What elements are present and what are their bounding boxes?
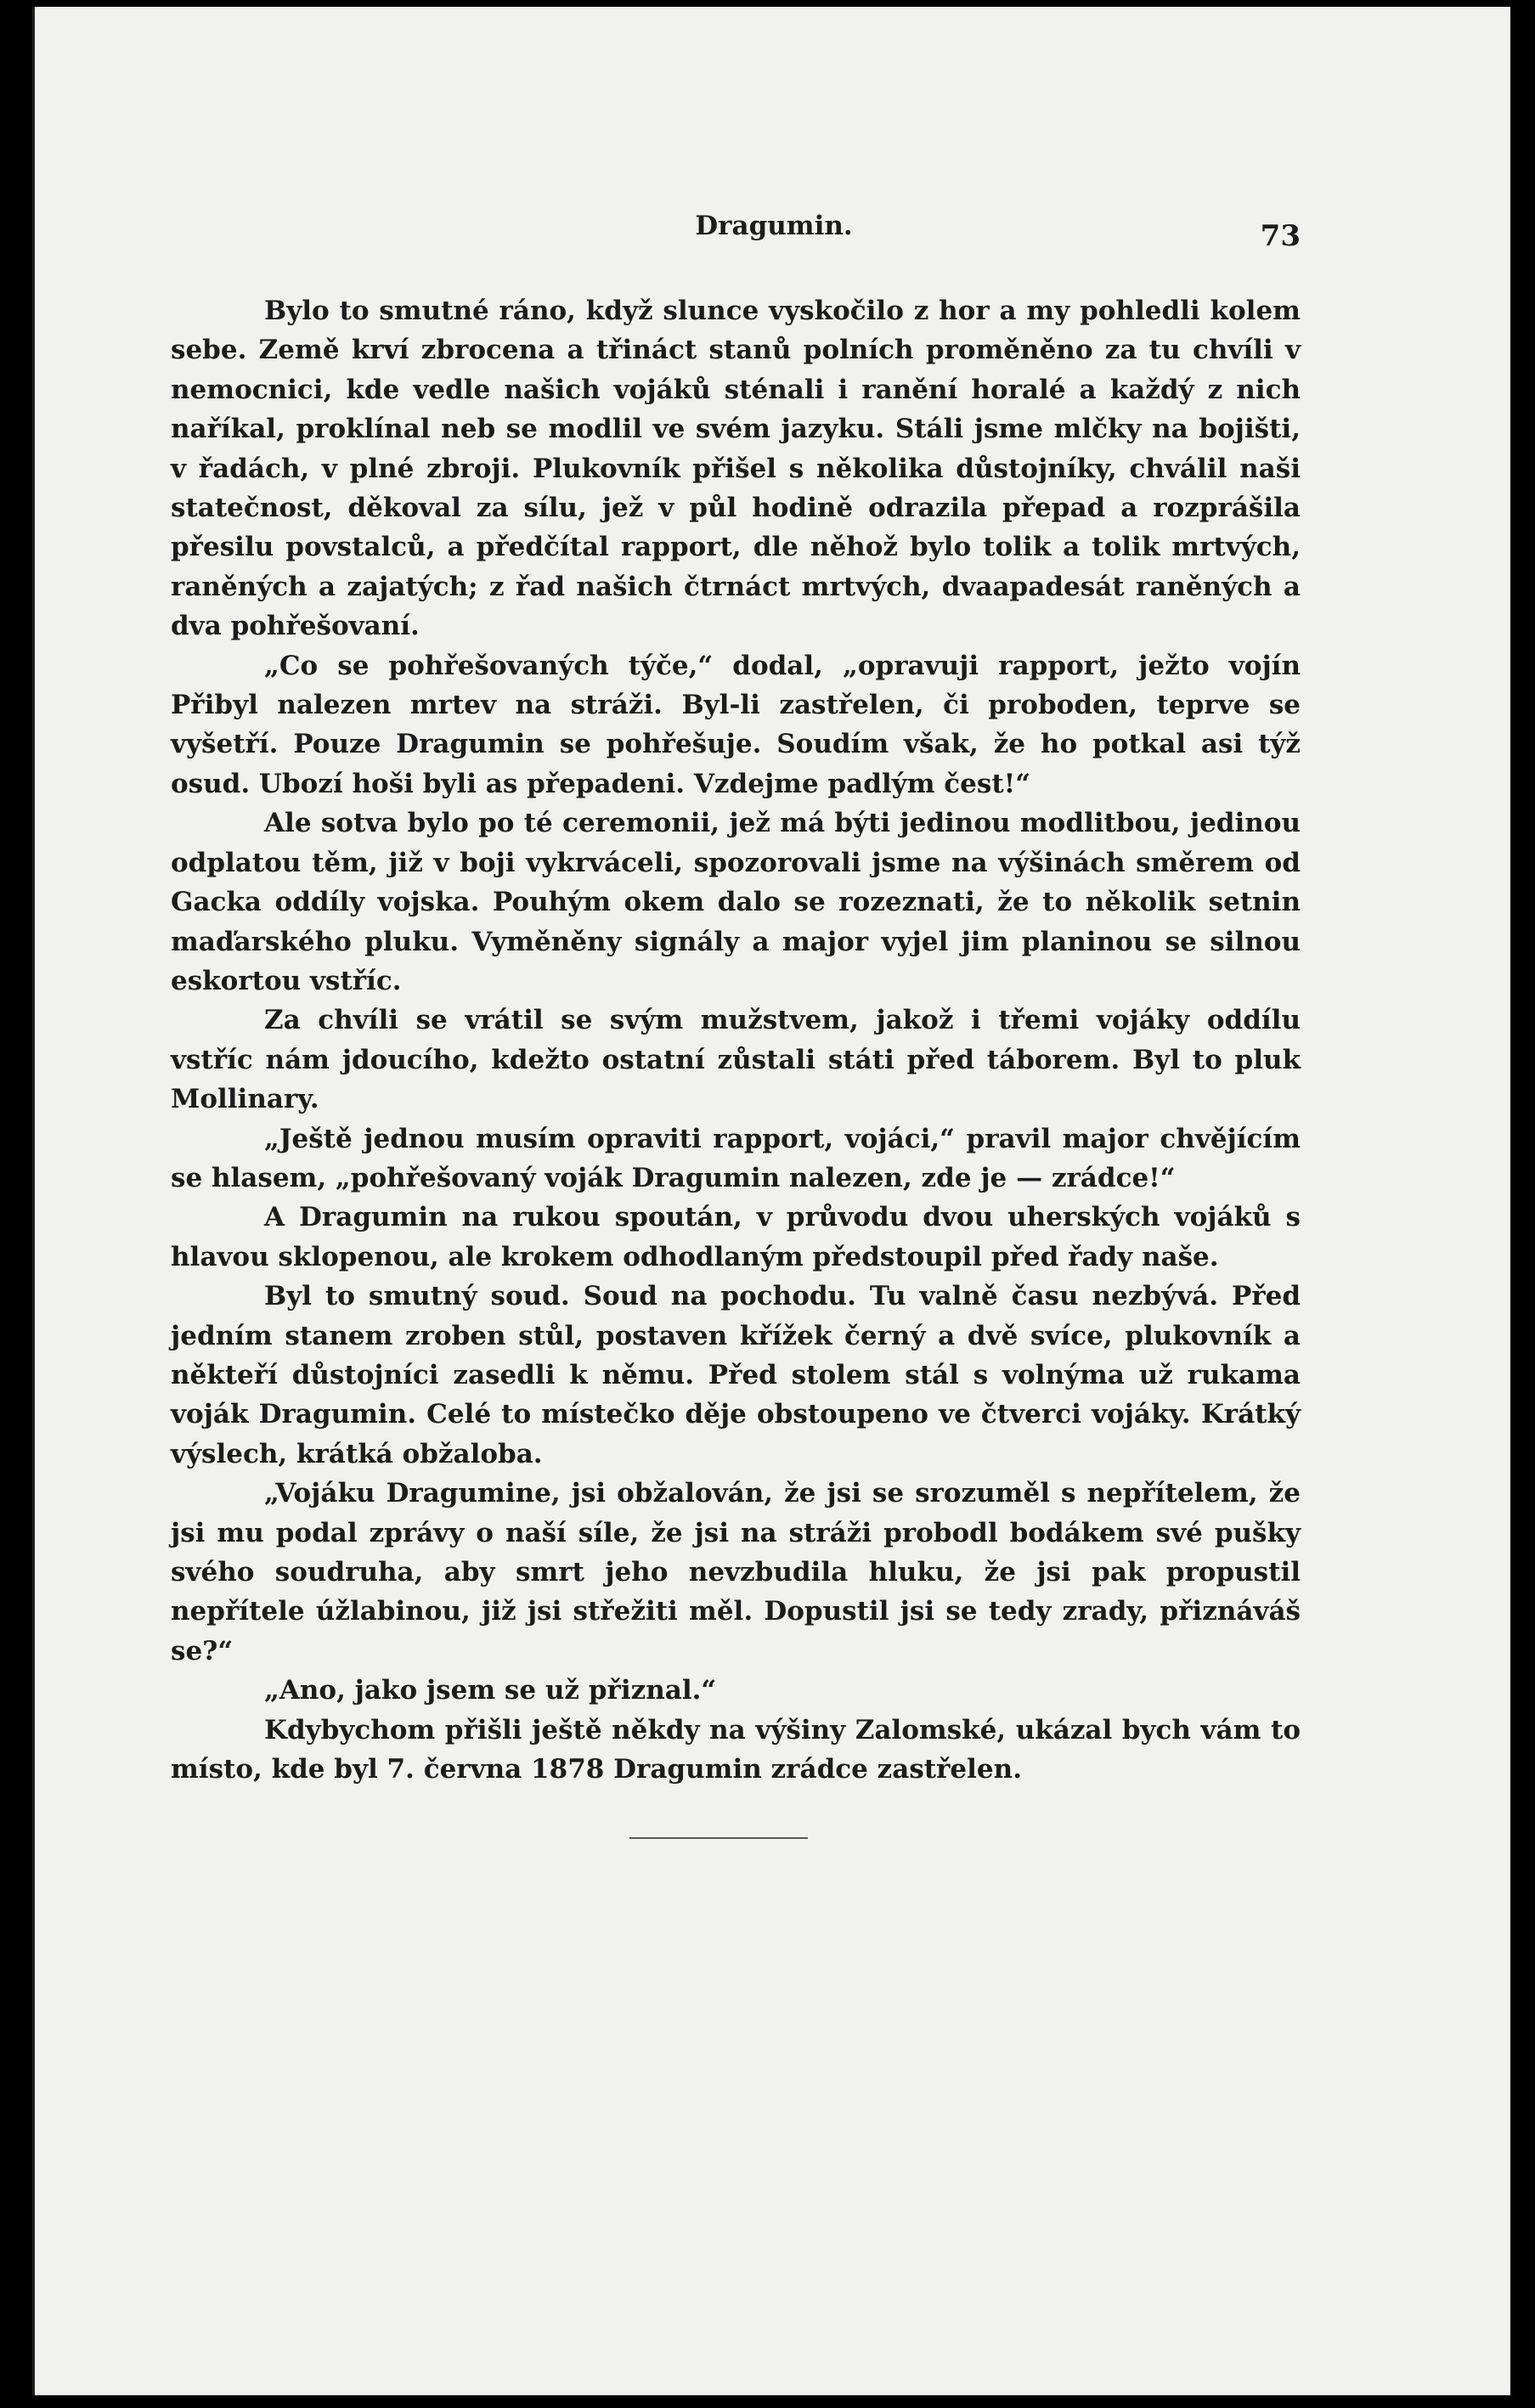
running-title: Dragumin. bbox=[695, 211, 853, 241]
body-text bbox=[171, 291, 1301, 1789]
paragraph: „Ano, jako jsem se už přiznal.“ bbox=[264, 1675, 717, 1706]
paragraph: „Co se pohřešovaných týče,“ dodal, „opravuji rapport, ježto vojín Přibyl nalezen mrtev na stráži. Byl-li zastřelen, či proboden, teprve se vyšetří. Pouze Dragumin se pohřešuje. Soudím však, že ho potkal asi týž osud. Ubozí hoši byli as přepadeni. Vzdejme padlým čest!“ bbox=[171, 650, 1301, 799]
end-rule bbox=[629, 1837, 808, 1839]
paragraph: Kdybychom přišli ještě někdy na výšiny Zalomské, ukázal bych vám to místo, kde byl 7. června 1878 Dragumin zrádce zastřelen. bbox=[171, 1714, 1301, 1785]
paragraph: „Vojáku Dragumine, jsi obžalován, že jsi se srozuměl s nepřítelem, že jsi mu podal zprávy o naší síle, že jsi na stráži probodl bodákem své pušky svého soudruha, aby smrt jeho nevzbudila hluku, že jsi pak propustil nepřítele úžlabinou, již jsi střežiti měl. Dopustil jsi se tedy zrady, přiznáváš se?“ bbox=[171, 1478, 1301, 1666]
paragraph: Za chvíli se vrátil se svým mužstvem, jakož i třemi vojáky oddílu vstříc nám jdoucího, kdežto ostatní zůstali státi před táborem. Byl to pluk Mollinary. bbox=[171, 1005, 1301, 1115]
page-header bbox=[247, 202, 1301, 253]
page-number: 73 bbox=[1260, 219, 1301, 253]
paragraph: Bylo to smutné ráno, když slunce vyskočilo z hor a my pohledli kolem sebe. Země krví zbrocena a třináct stanů polních proměněno za tu chvíli v nemocnici, kde vedle našich vojáků sténali i ranění horalé a každý z nich naříkal, proklínal neb se modlil ve svém jazyku. Stáli jsme mlčky na bojišti, v řadách, v plné zbroji. Plukovník přišel s několika důstojníky, chválil naši statečnost, děkoval za sílu, jež v půl hodině odrazila přepad a rozprášila přesilu povstalců, a předčítal rapport, dle něhož bylo tolik a tolik mrtvých, raněných a zajatých; z řad našich čtrnáct mrtvých, dvaapadesát raněných a dva pohřešovaní. bbox=[171, 296, 1301, 642]
book-page bbox=[32, 7, 1510, 2395]
paragraph: Byl to smutný soud. Soud na pochodu. Tu valně času nezbývá. Před jedním stanem zroben stůl, postaven křížek černý a dvě svíce, plukovník a někteří důstojníci zasedli k němu. Před stolem stál s volnýma už rukama voják Dragumin. Celé to místečko děje obstoupeno ve čtverci vojáky. Krátký výslech, krátká obžaloba. bbox=[171, 1281, 1301, 1469]
paragraph: A Dragumin na rukou spoután, v průvodu dvou uherských vojáků s hlavou sklopenou, ale krokem odhodlaným předstoupil před řady naše. bbox=[171, 1202, 1301, 1272]
paragraph: Ale sotva bylo po té ceremonii, jež má býti jedinou modlitbou, jedinou odplatou těm, již v boji vykrváceli, spozorovali jsme na výšinách směrem od Gacka oddíly vojska. Pouhým okem dalo se rozeznati, že to několik setnin maďarského pluku. Vyměněny signály a major vyjel jim planinou se silnou eskortou vstříc. bbox=[171, 808, 1301, 996]
paragraph: „Ještě jednou musím opraviti rapport, vojáci,“ pravil major chvějícím se hlasem, „pohřešovaný voják Dragumin nalezen, zde je — zrádce!“ bbox=[171, 1123, 1301, 1193]
